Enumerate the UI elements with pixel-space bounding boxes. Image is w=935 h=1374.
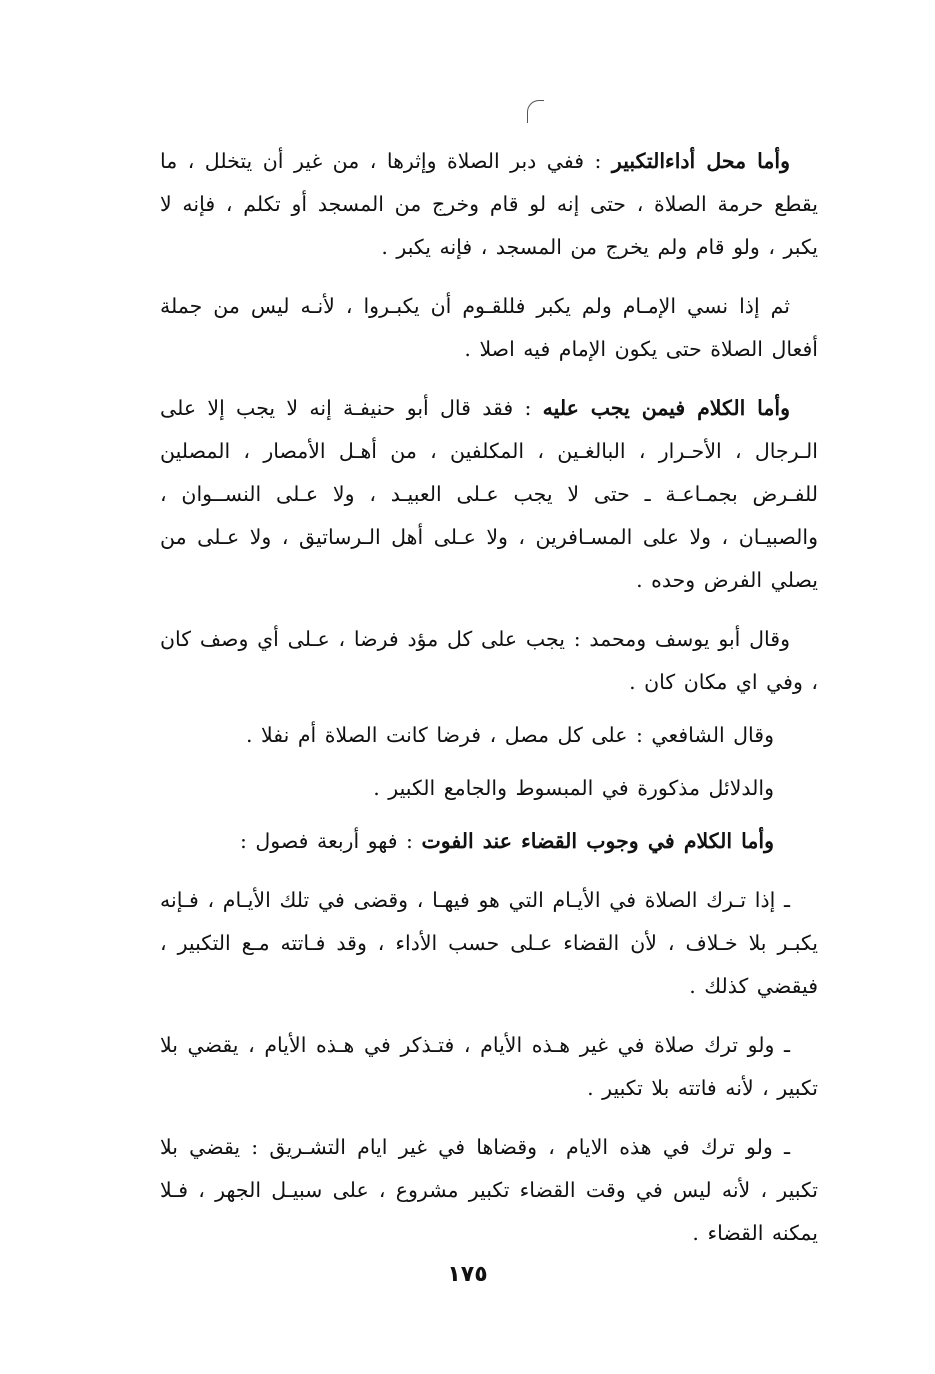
paragraph-heading xyxy=(790,1033,818,1057)
paragraph-body: : فقد قال أبو حنيفـة إنه لا يجب إلا على الـرجال ، الأحـرار ، البالغـين ، المكلفين ، من أهـل الأمصار ، المصلين للفـرض بجمـاعـة ـ حتى لا يجب عـلى العبيـد ، ولا عـلى النســوان ، والصبيـان ، ولا على المسـافرين ، ولا عـلى أهل الـرساتيق ، ولا عـلى من يصلي الفرض وحده . xyxy=(160,396,818,592)
paragraph-qada-heading xyxy=(160,820,818,863)
paragraph-abu-yusuf xyxy=(160,618,818,704)
paragraph-place-of-takbir xyxy=(160,140,818,269)
paragraph-body: وقال أبو يوسف ومحمد : يجب على كل مؤد فرضا ، عـلى أي وصف كان ، وفي اي مكان كان . xyxy=(160,627,818,694)
paragraph-body: ـ ولو ترك صلاة في غير هـذه الأيام ، فتـذكر في هـذه الأيام ، يقضي بلا تكبير ، لأنه فاتته بلا تكبير . xyxy=(160,1033,818,1100)
paragraph-who-must xyxy=(160,387,818,602)
paragraph-body: وقال الشافعي : على كل مصل ، فرضا كانت الصلاة أم نفلا . xyxy=(246,723,774,747)
paragraph-body: : فهو أربعة فصول : xyxy=(239,829,422,853)
paragraph-heading: وأما الكلام في وجوب القضاء عند الفوت xyxy=(421,829,774,853)
paragraph-case-two xyxy=(160,1024,818,1110)
paragraph-body: ـ ولو ترك في هذه الايام ، وقضاها في غير ايام التشـريق : يقضي بلا تكبير ، لأنه ليس في وقت القضاء تكبير مشروع ، على سبيـل الجهر ، فـلا يمكنه القضاء . xyxy=(160,1135,818,1245)
paragraph-heading: وأما محل أداءالتكبير xyxy=(611,149,790,173)
paragraph-evidence xyxy=(160,767,818,810)
paragraph-heading: وأما الكلام فيمن يجب عليه xyxy=(542,396,790,420)
paragraph-body: ثم إذا نسي الإمـام ولم يكبر فللقـوم أن يكبـروا ، لأنـه ليس من جملة أفعال الصلاة حتى يكون الإمام فيه اصلا . xyxy=(160,294,818,361)
paragraph-case-one xyxy=(160,879,818,1008)
paragraph-body: والدلائل مذكورة في المبسوط والجامع الكبير . xyxy=(373,776,774,800)
paragraph-heading xyxy=(790,294,818,318)
page-corner-mark xyxy=(527,100,544,123)
paragraph-shafii xyxy=(160,714,818,757)
paragraph-imam-forgets xyxy=(160,285,818,371)
paragraph-heading xyxy=(790,627,818,651)
paragraph-body: ـ إذا تـرك الصلاة في الأيـام التي هو فيهـا ، وقضى في تلك الأيـام ، فـإنه يكبـر بلا خـلاف ، لأن القضاء عـلى حسب الأداء ، وقد فـاتته مـع التكبير ، فيقضي كذلك . xyxy=(160,888,818,998)
paragraph-heading xyxy=(790,1135,818,1159)
body-text xyxy=(160,140,818,1271)
page-number: ١٧٥ xyxy=(447,1262,488,1287)
paragraph-body: : ففي دبر الصلاة وإثرها ، من غير أن يتخلل ، ما يقطع حرمة الصلاة ، حتى إنه لو قام وخرج من المسجد أو تكلم ، فإنه لا يكبر ، ولو قام ولم يخرج من المسجد ، فإنه يكبر . xyxy=(160,149,818,259)
paragraph-heading xyxy=(790,888,818,912)
paragraph-case-three xyxy=(160,1126,818,1255)
